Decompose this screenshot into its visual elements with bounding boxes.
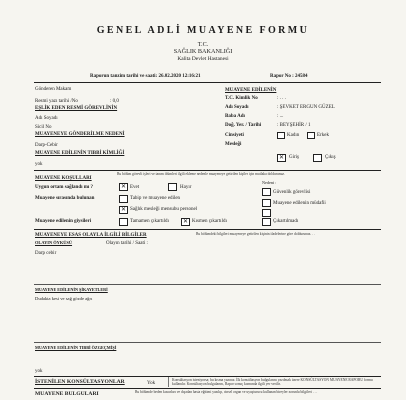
olay-oykusu-value: Darp cebir: [35, 251, 57, 256]
eslik-sicil-no: Sicil No: [35, 125, 52, 130]
evet-label: Evet: [130, 185, 140, 190]
divider: [34, 388, 381, 389]
divider: [34, 376, 381, 377]
nedeni-label: Nedeni :: [262, 180, 277, 185]
erkek-label: Erkek: [317, 133, 329, 138]
header-ministry: SAĞLIK BAKANLIĞI: [173, 48, 233, 55]
form-title: GENEL ADLİ MUAYENE FORMU: [96, 25, 310, 36]
baba-adi-label: Baba Adı: [225, 114, 245, 119]
guvenlik-checkbox[interactable]: [262, 188, 271, 196]
cikartilmadi-label: Çıkartılmadı: [273, 219, 299, 224]
resmi-yazi-value: : 0,0: [110, 99, 119, 104]
bulgular-note: Bu bölümde beden kusurları ve dışadan hasta eğitimi yazılıp, cinsel organ ve uyuşturucu kullanan bireyler zorunlu bilgileri . . .: [135, 390, 318, 394]
sikayetler-heading: MUAYENE EDİLENİN ŞİKAYETLERİ: [35, 287, 108, 292]
kadin-label: Kadın: [287, 133, 300, 138]
guvenlik-label: Güvenlik görevlisi: [273, 190, 311, 195]
saglik-checkbox[interactable]: ✕: [120, 207, 127, 213]
tibbi-kimlik-value: yok: [35, 162, 43, 167]
tabip-checkbox[interactable]: [119, 195, 128, 203]
sikayetler-value: Dudakta kesi ve sağ gözde ağrı: [35, 296, 93, 301]
cikis-label: Çıkış: [325, 155, 336, 160]
giris-label: Giriş: [289, 155, 299, 160]
olay-tarihi-label: Olayın tarihi / Saati :: [106, 241, 148, 246]
muayene-edilen-heading: MUAYENE EDİLENİN: [225, 88, 277, 93]
mudafii-label: Muayene edilenin müdafii: [273, 201, 326, 206]
tibbi-kimlik-heading: MUAYENE EDİLENİN TIBBİ KİMLİĞİ: [35, 151, 125, 156]
tamamen-label: Tamamen çıkartıldı: [130, 219, 169, 224]
hayir-checkbox[interactable]: [168, 183, 177, 191]
erkek-checkbox[interactable]: [307, 132, 315, 139]
extra-checkbox[interactable]: [262, 209, 271, 217]
header-tc: T.C.: [197, 41, 209, 48]
konsultasyon-value: Yok: [147, 381, 156, 386]
kadin-checkbox[interactable]: [277, 132, 285, 139]
kosullar-note: Bu bölüm görevli işleri ve tanım ölümleri ilgili ekleme nedenle muayeneye getirilen kişiler için mutlaka doldurunuz.: [117, 172, 285, 176]
cinsiyet-label: Cinsiyeti: [225, 133, 244, 138]
uygun-ortam-label: Uygun ortam sağlandı mı ?: [35, 185, 94, 190]
header-hospital: Kalita Devlet Hastanesi: [177, 56, 229, 62]
hayir-label: Hayır: [180, 185, 192, 190]
giysiler-label: Muayene edilenin giysileri: [35, 219, 92, 224]
adi-soyadi-label: Adı Soyadı: [225, 105, 249, 110]
gonderen-makam: Gönderen Makam: [35, 87, 72, 92]
divider: [168, 377, 169, 387]
konsultasyon-heading: İSTENİLEN KONSÜLTASYONLAR: [35, 379, 125, 385]
muayene-sirasinda-label: Muayene sırasında bulunan: [35, 196, 95, 201]
eslik-adi-soyadi: Adı Soyadı: [35, 116, 58, 121]
divider: [34, 229, 381, 230]
divider: [34, 284, 381, 285]
bilgiler-heading: MUAYENEYE ESAS OLAYLA İLGİLİ BİLGİLER: [35, 233, 147, 238]
kosullar-heading: MUAYENE KOŞULLARI: [35, 176, 92, 181]
report-no: Rapor No : 24584: [270, 74, 308, 79]
divider: [34, 342, 381, 343]
evet-checkbox[interactable]: ✕: [120, 184, 127, 190]
report-date: Raporun tanzim tarihi ve saati: 26.02.2020 12:16:21: [90, 74, 201, 79]
meslegi-label: Mesleği: [225, 142, 242, 147]
gonderilme-nedeni-heading: MUAYENEYE GÖNDERİLME NEDENİ: [35, 132, 125, 137]
cikis-checkbox[interactable]: [313, 154, 322, 162]
tc-kimlik-label: T.C. Kimlik No: [225, 96, 258, 101]
tamamen-checkbox[interactable]: [119, 218, 128, 226]
olay-oykusu-heading: OLAYIN ÖYKÜSÜ: [35, 240, 73, 245]
gonderilme-nedeni-value: Darp-Cebir: [35, 143, 58, 148]
dogum-yeri-label: Doğ. Yer. / Tarihi: [225, 123, 262, 128]
resmi-yazi: Resmi yazı tarihi /No: [35, 99, 78, 104]
kismen-checkbox[interactable]: ✕: [182, 219, 189, 225]
tc-kimlik-value: : . . .: [277, 96, 286, 101]
ozgecmis-heading: MUAYENE EDİLENİN TIBBİ ÖZGEÇMİŞİ: [35, 345, 117, 350]
tabip-label: Tabip ve muayene edilen: [130, 196, 181, 201]
bilgiler-note: Bu bölümdeki bilgileri muayeneye getirilen kişinin ifadelerine göre doldurunuz. . .: [196, 232, 315, 236]
baba-adi-value: : ...: [277, 114, 284, 119]
eslik-eden-heading: EŞLİK EDEN RESMİ GÖREVLİNİN: [35, 106, 118, 111]
divider: [34, 82, 381, 83]
adi-soyadi-value: : ŞEVKET ERGUN GÜZEL: [277, 105, 335, 110]
konsultasyon-note: Konsültasyon isteniyorsa; bu kısma yazınız. İlk konsültasyon bulgularını yazılmak üzere KONSÜLTASYON MUAYENE RAPORU formu kullanılır. Konsültasyon bulgularını, Rapor sonuç kısmında ilgili yer verilir.: [172, 378, 373, 387]
divider: [34, 170, 381, 171]
ozgecmis-value: yok: [35, 369, 43, 374]
cikartilmadi-checkbox[interactable]: [262, 218, 271, 226]
dogum-yeri-value: : BEYŞEHİR / 1: [277, 123, 311, 128]
kismen-label: Kısmen çıkartıldı: [192, 219, 227, 224]
giris-checkbox[interactable]: ✕: [278, 155, 285, 161]
saglik-label: Sağlık mesleği mensubu personel: [130, 207, 198, 212]
mudafii-checkbox[interactable]: [262, 199, 271, 207]
bulgular-heading: MUAYENE BULGULARI: [35, 391, 99, 397]
